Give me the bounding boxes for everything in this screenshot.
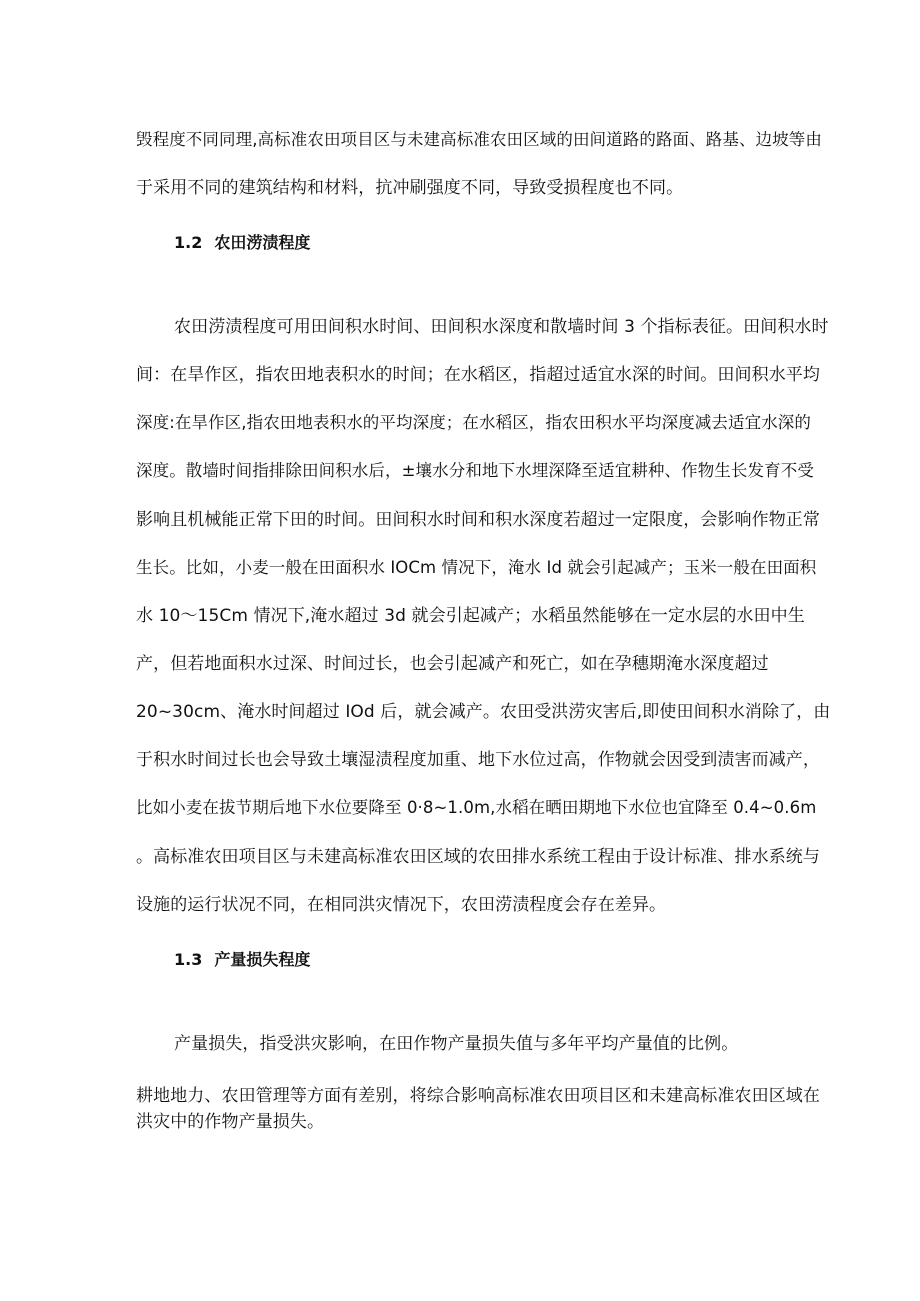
section-title: 农田涝渍程度 [214,233,311,252]
s12-line-13: 设施的运行状况不同，在相同洪灾情况下，农田涝渍程度会存在差异。 [136,895,667,915]
s12-line-9: 20~30cm、淹水时间超过 IOd 后，就会减产。农田受洪涝灾害后,即使田间积水消除了，由 [136,702,831,722]
s12-line-12: 。高标准农田项目区与未建高标准农田区域的农田排水系统工程由于设计标准、排水系统与 [136,847,820,867]
s12-line-3: 深度:在旱作区,指农田地表积水的平均深度；在水稻区，指农田积水平均深度减去适宜水深的 [136,413,812,432]
section-heading-1-3 [174,948,310,972]
s12-line-7: 水 10～15Cm 情况下,淹水超过 3d 就会引起减产；水稻虽然能够在一定水层的水田中生 [136,606,805,626]
s12-line-4: 深度。散墙时间指排除田间积水后，±壤水分和地下水埋深降至适宜耕种、作物生长发育不受 [136,461,814,480]
s12-line-8: 产，但若地面积水过深、时间过长，也会引起减产和死亡，如在孕穗期淹水深度超过 [136,654,769,674]
s12-line-10: 于积水时间过长也会导致土壤湿渍程度加重、地下水位过高，作物就会因受到渍害而减产， [136,750,820,770]
s12-line-1: 农田涝渍程度可用田间积水时间、田间积水深度和散墙时间 3 个指标表征。田间积水时 [174,317,829,337]
s13-line-1: 产量损失，指受洪灾影响，在田作物产量损失值与多年平均产量值的比例。 [174,1034,739,1054]
intro-line-2: 于采用不同的建筑结构和材料，抗冲刷强度不同，导致受损程度也不同。 [136,178,684,198]
s12-line-2: 间：在旱作区，指农田地表积水的时间；在水稻区，指超过适宜水深的时间。田间积水平均 [136,365,820,385]
s13-line-2: 耕地地力、农田管理等方面有差别，将综合影响高标准农田项目区和未建高标准农田区域在 [136,1086,820,1106]
section-number: 1.2 [174,233,203,252]
section-number: 1.3 [174,950,203,969]
section-heading-1-2 [174,231,310,255]
s13-line-3: 洪灾中的作物产量损失。 [136,1112,325,1132]
s12-line-6: 生长。比如，小麦一般在田面积水 IOCm 情况下，淹水 Id 就会引起减产；玉米一般在田面积 [136,558,817,577]
s12-line-11: 比如小麦在拔节期后地下水位要降至 0·8~1.0m,水稻在晒田期地下水位也宜降至 0.4~0.6m [136,798,817,817]
intro-line-1: 毁程度不同同理,高标准农田项目区与未建高标准农田区域的田间道路的路面、路基、边坡等由 [136,130,822,149]
section-title: 产量损失程度 [214,950,311,969]
s12-line-5: 影响且机械能正常下田的时间。田间积水时间和积水深度若超过一定限度，会影响作物正常 [136,510,820,530]
